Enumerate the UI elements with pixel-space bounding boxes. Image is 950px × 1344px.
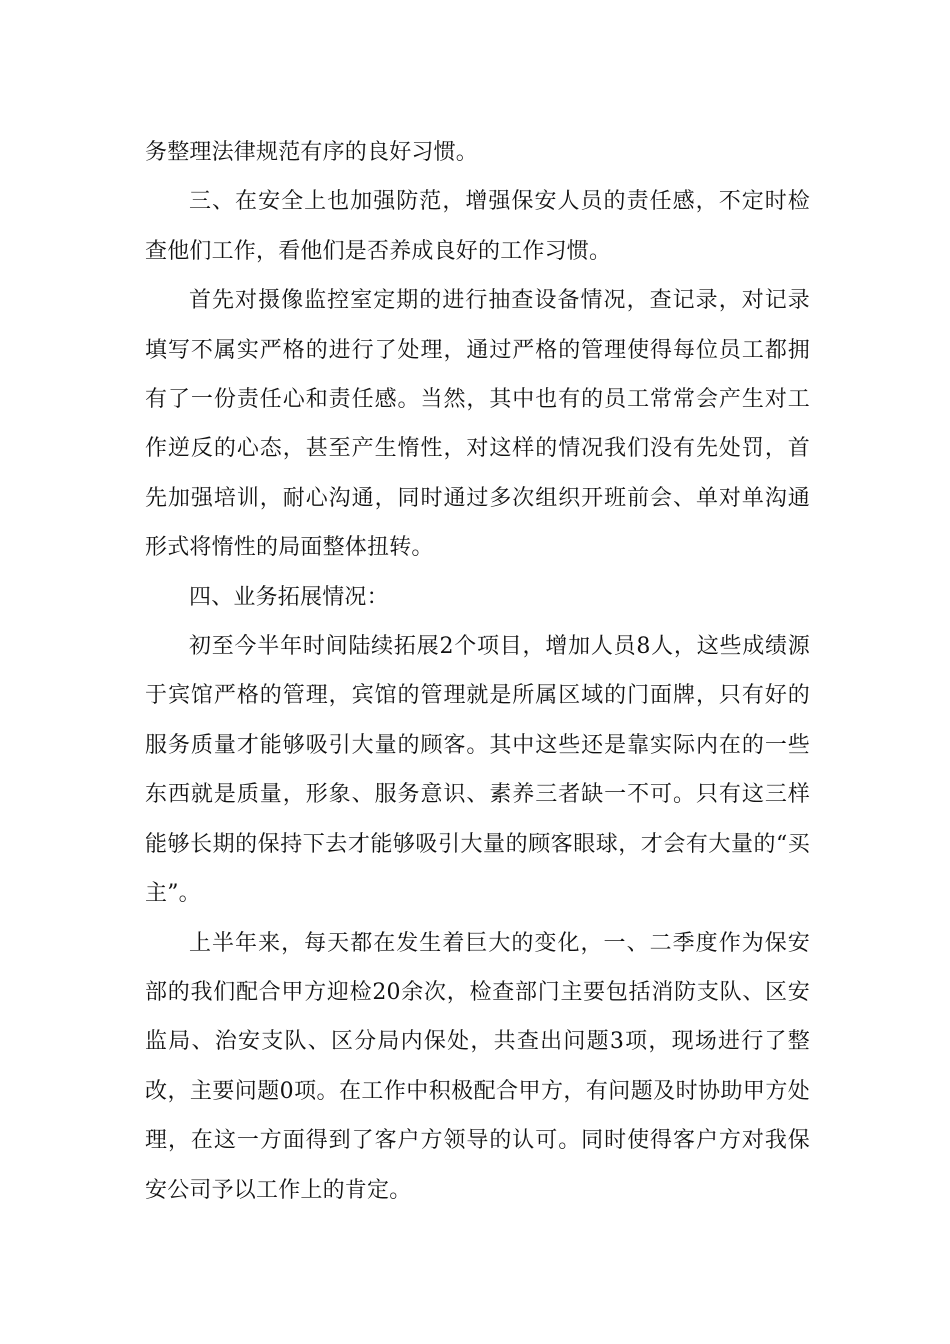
paragraph-inspections: 上半年来，每天都在发生着巨大的变化，一、二季度作为保安部的我们配合甲方迎检20余次，检查部门主要包括消防支队、区安监局、治安支队、区分局内保处，共查出问题3项，现场进行了整改，主要问题0项。在工作中积极配合甲方，有问题及时协助甲方处理，在这一方面得到了客户方领导的认可。同时使得客户方对我保安公司予以工作上的肯定。 [145, 930, 810, 1203]
paragraph-security-section: 三、在安全上也加强防范，增强保安人员的责任感，不定时检查他们工作，看他们是否养成良好的工作习惯。 [145, 189, 810, 264]
paragraph-project-expansion: 初至今半年时间陆续拓展2个项目，增加人员8人，这些成绩源于宾馆严格的管理，宾馆的管理就是所属区域的门面牌，只有好的服务质量才能够吸引大量的顾客。其中这些还是靠实际内在的一些东西就是质量，形象、服务意识、素养三者缺一不可。只有这三样能够长期的保持下去才能够吸引大量的顾客眼球，才会有大量的“买主”。 [145, 634, 810, 907]
paragraph-continuation: 务整理法律规范有序的良好习惯。 [145, 140, 479, 165]
section-heading-business-expansion: 四、业务拓展情况： [189, 584, 389, 610]
paragraph-monitoring-room: 首先对摄像监控室定期的进行抽查设备情况，查记录，对记录填写不属实严格的进行了处理，通过严格的管理使得每位员工都拥有了一份责任心和责任感。当然，其中也有的员工常常会产生对工作逆反的心态，甚至产生惰性，对这样的情况我们没有先处罚，首先加强培训，耐心沟通，同时通过多次组织开班前会、单对单沟通形式将惰性的局面整体扭转。 [145, 288, 810, 561]
document-body [145, 128, 810, 1215]
